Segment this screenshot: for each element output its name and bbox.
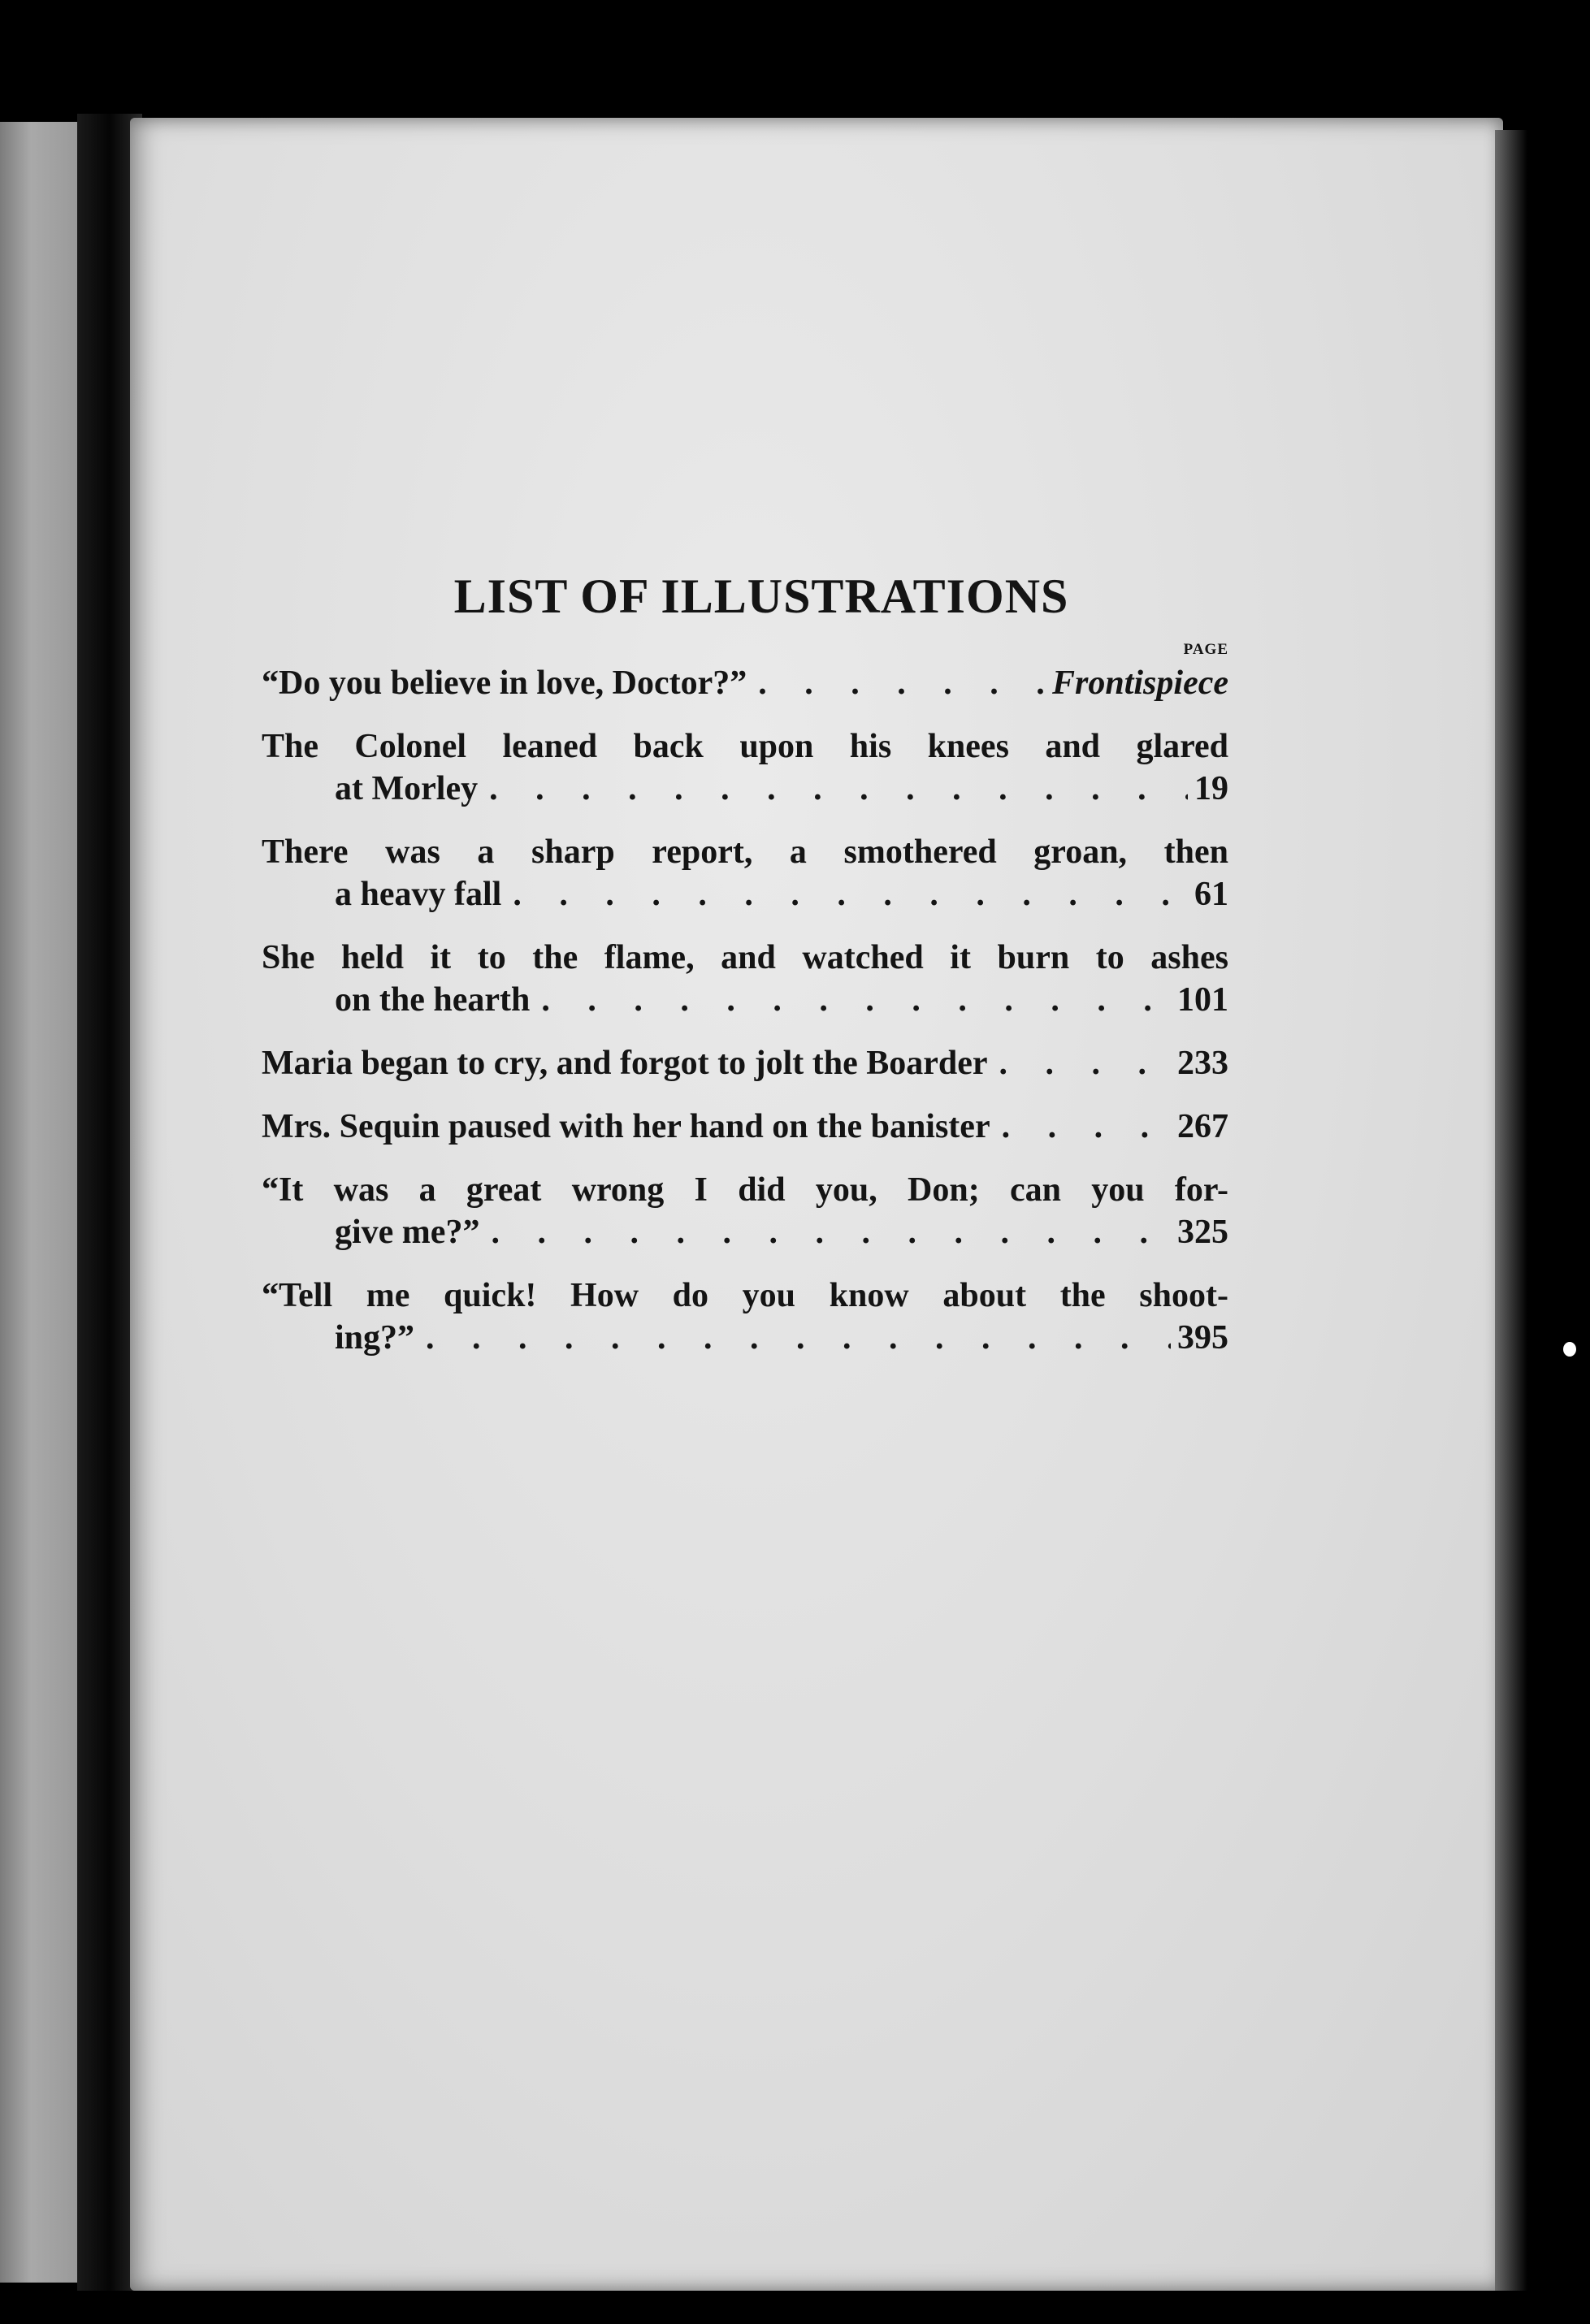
leader-dots [479,1211,1171,1253]
entry-page: Frontispiece [1052,664,1228,702]
entry-page: 233 [1177,1045,1228,1082]
entry-caption-continued: ing?” [335,1319,415,1357]
list-item [262,1106,1228,1148]
entry-caption: “It was a great wrong I did you, Don; can you for- [262,1171,1228,1209]
page-column-label: PAGE [1183,641,1228,658]
leader-dots [990,1106,1171,1148]
leader-dots [414,1317,1171,1359]
leader-dots [988,1042,1171,1084]
entry-caption-continued: give me?” [335,1214,480,1251]
list-item [262,662,1228,704]
entry-caption: The Colonel leaned back upon his knees and glared [262,728,1228,765]
entry-caption-continued: at Morley [335,770,479,807]
list-item [262,1042,1228,1084]
entry-page: 61 [1194,876,1228,913]
illustrations-list [262,569,1228,1380]
leader-dots [747,662,1046,704]
entry-caption-continued: a heavy fall [335,876,502,913]
leader-dots [501,873,1188,915]
entry-caption-continued: on the hearth [335,981,531,1019]
list-item [262,1275,1228,1359]
scan-speck [1563,1342,1576,1357]
entry-page: 325 [1177,1214,1228,1251]
list-item [262,937,1228,1021]
page-title: LIST OF ILLUSTRATIONS [453,569,1069,623]
entry-page: 19 [1194,770,1228,807]
entry-caption: “Do you believe in love, Doctor?” [262,664,747,702]
list-item [262,725,1228,810]
facing-page-edge [0,122,77,2283]
leader-dots [478,768,1188,810]
entry-caption: She held it to the flame, and watched it burn to ashes [262,939,1228,976]
entry-caption: Maria began to cry, and forgot to jolt the Boarder [262,1045,988,1082]
page-edge-shadow [1495,130,1527,2291]
entry-caption: Mrs. Sequin paused with her hand on the banister [262,1108,990,1145]
list-item [262,831,1228,915]
leader-dots [530,979,1171,1021]
list-item [262,1169,1228,1253]
entry-page: 101 [1177,981,1228,1019]
entry-caption: There was a sharp report, a smothered groan, then [262,833,1228,871]
entry-caption: “Tell me quick! How do you know about the shoot- [262,1277,1228,1314]
entry-page: 267 [1177,1108,1228,1145]
entry-page: 395 [1177,1319,1228,1357]
